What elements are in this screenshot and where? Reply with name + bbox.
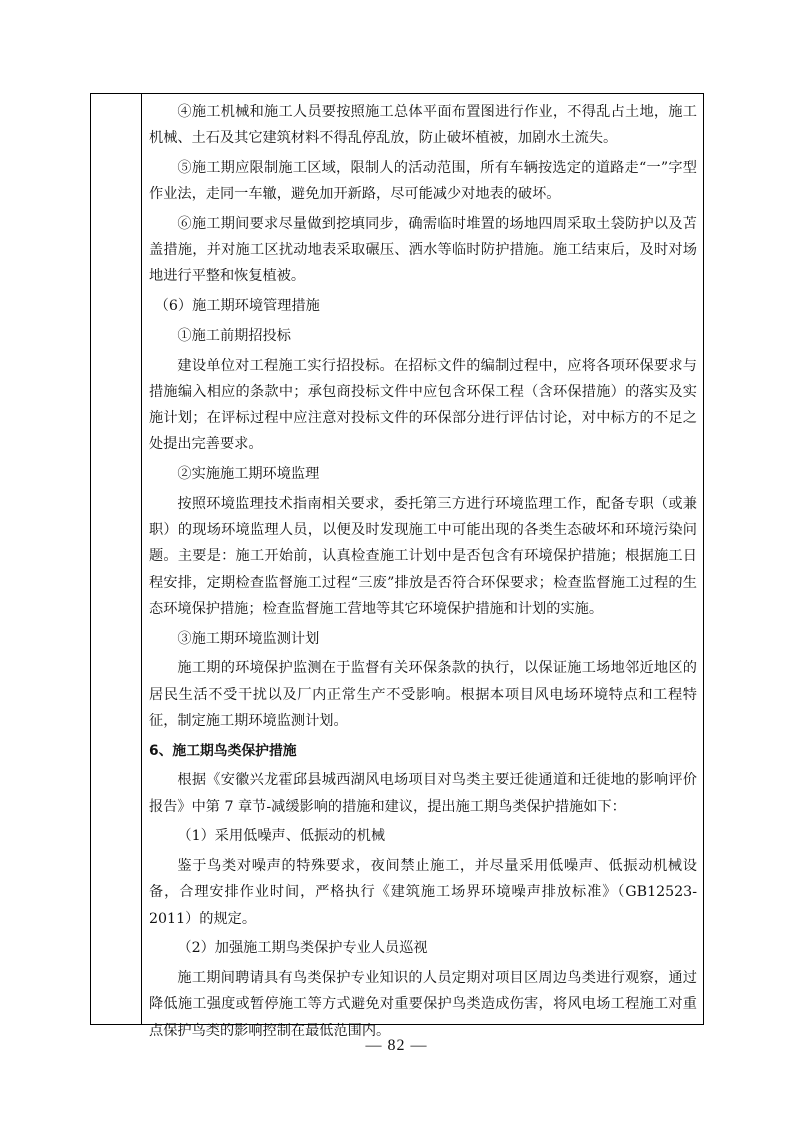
table-content-cell: [149, 99, 697, 1039]
subsection-heading: （6）施工期环境管理措施: [154, 298, 320, 315]
paragraph: ②实施施工期环境监理: [177, 466, 320, 483]
paragraph: （2）加强施工期鸟类保护专业人员巡视: [177, 940, 428, 957]
paragraph: ①施工前期招投标: [177, 328, 291, 344]
paragraph: 施工期间聘请具有鸟类保护专业知识的人员定期对项目区周边鸟类进行观察，通过降低施工强度或暂停施工等方式避免对重要保护鸟类造成伤害，将风电场工程施工对重点保护鸟类的影响控制在最低范围内。: [149, 970, 697, 1039]
paragraph: 施工期的环境保护监测在于监督有关环保条款的执行，以保证施工场地邻近地区的居民生活不受干扰以及厂内正常生产不受影响。根据本项目风电场环境特点和工程特征，制定施工期环境监测计划。: [149, 660, 697, 729]
paragraph: 鉴于鸟类对噪声的特殊要求，夜间禁止施工，并尽量采用低噪声、低振动机械设备，合理安排作业时间，严格执行《建筑施工场界环境噪声排放标准》（GB12523-2011）的规定。: [149, 858, 697, 927]
paragraph: 建设单位对工程施工实行招投标。在招标文件的编制过程中，应将各项环保要求与措施编入相应的条款中；承包商投标文件中应包含环保工程（含环保措施）的落实及实施计划；在评标过程中应注意对投标文件的环保部分进行评估讨论，对中标方的不足之处提出完善要求。: [149, 357, 697, 453]
table-column-divider: [141, 94, 142, 1024]
paragraph: 根据《安徽兴龙霍邱县城西湖风电场项目对鸟类主要迁徙通道和迁徙地的影响评价报告》中第 7 章节-减缓影响的措施和建议，提出施工期鸟类保护措施如下：: [149, 772, 697, 815]
paragraph: ⑥施工期间要求尽量做到挖填同步，确需临时堆置的场地四周采取土袋防护以及苫盖措施，并对施工区扰动地表采取碾压、洒水等临时防护措施。施工结束后，及时对场地进行平整和恢复植被。: [149, 216, 697, 285]
paragraph: ④施工机械和施工人员要按照施工总体平面布置图进行作业，不得乱占土地，施工机械、土石及其它建筑材料不得乱停乱放，防止破坏植被，加剧水土流失。: [149, 104, 697, 147]
paragraph: （1）采用低噪声、低振动的机械: [177, 828, 386, 845]
paragraph: ③施工期环境监测计划: [177, 630, 320, 647]
page-number: — 82 —: [365, 1037, 428, 1054]
section-heading: 6、施工期鸟类保护措施: [149, 742, 297, 759]
paragraph: 按照环境监理技术指南相关要求，委托第三方进行环境监理工作，配备专职（或兼职）的现场环境监理人员，以便及时发现施工中可能出现的各类生态破坏和环境污染问题。主要是：施工开始前，认真检查施工计划中是否包含有环境保护措施；根据施工日程安排，定期检查监督施工过程“三废”排放是否符合环保要求；检查监督施工过程的生态环境保护措施；检查监督施工营地等其它环境保护措施和计划的实施。: [149, 496, 697, 617]
paragraph: ⑤施工期应限制施工区域，限制人的活动范围，所有车辆按选定的道路走“一”字型作业法，走同一车辙，避免加开新路，尽可能减少对地表的破坏。: [149, 160, 697, 203]
document-table: [90, 93, 704, 1039]
